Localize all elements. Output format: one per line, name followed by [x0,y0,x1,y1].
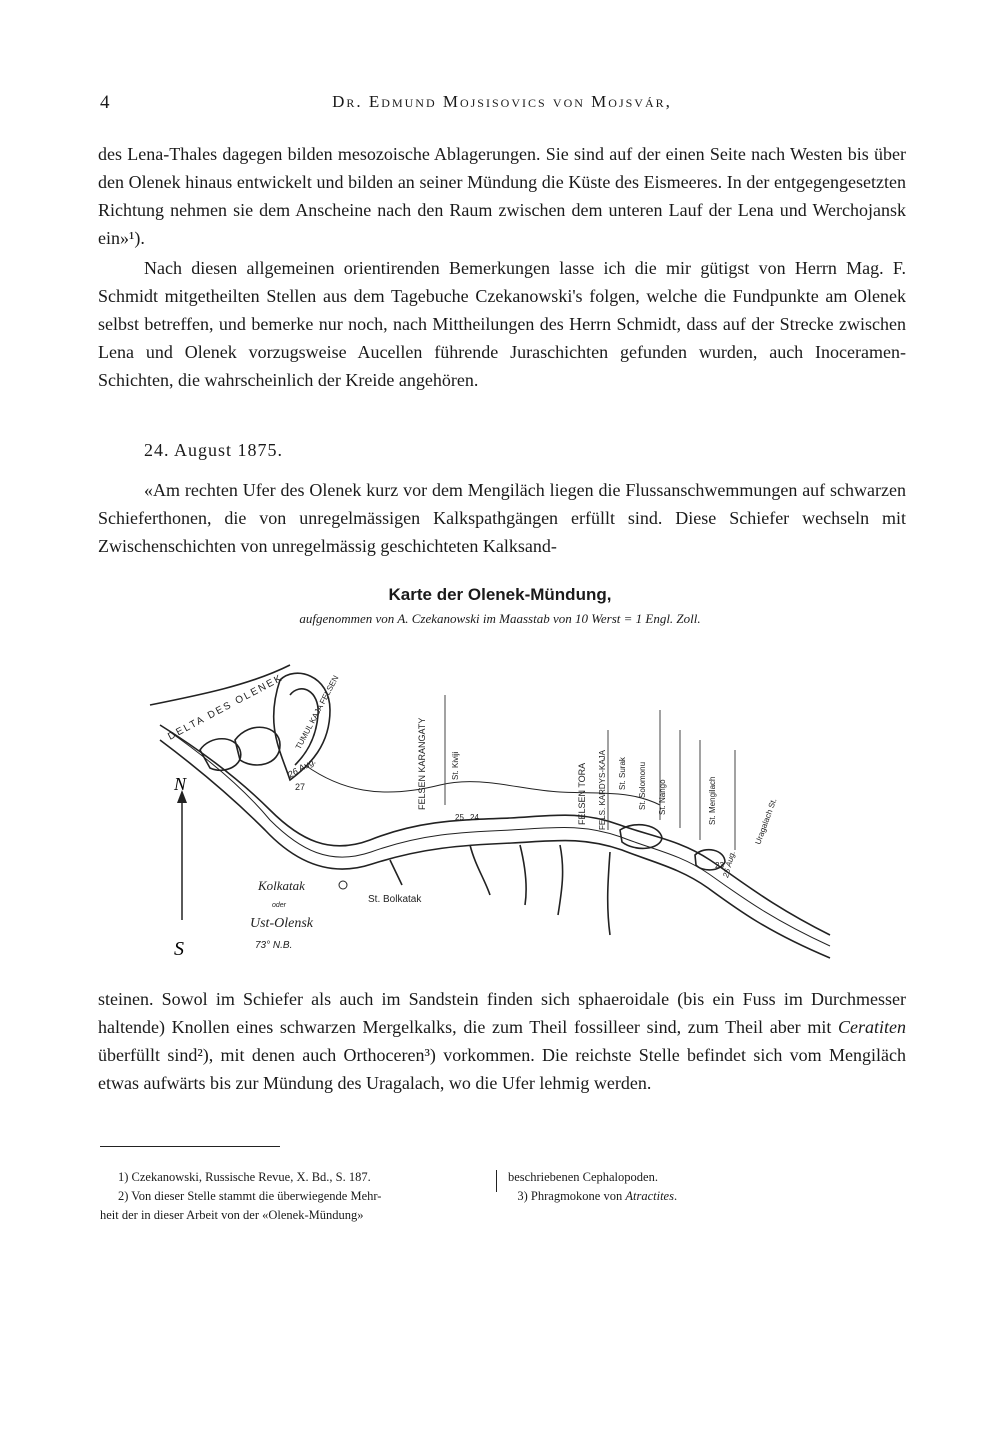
label-date-24: 24 [470,813,479,822]
tributary-1 [470,845,490,895]
tributary-4 [608,852,610,935]
label-felsen-tora: FELSEN TORA [577,762,587,825]
page-header [98,92,906,118]
map-title: Karte der Olenek-Mündung, [388,585,612,604]
paragraph-4 [98,985,906,1097]
label-tumul: TUMUL KAJA FELSEN [293,673,341,751]
footnote-2-end: beschriebenen Cephalopoden. [508,1170,658,1184]
label-aug26: 26 Aug. [286,755,318,780]
label-st-kiviji: St. Kiviji [451,751,460,780]
label-st-nango: St. Nango [658,779,667,815]
paragraph-1: des Lena-Thales dagegen bilden mesozoische Ablagerungen. Sie sind auf der einen Seite nach Westen bis über den Olenek hinaus entwickelt und bilden an seiner Mündung die Küste des Eismeeres. In der entgegengesetzten Richtung nehmen sie dem Anscheine nach den Raum zwischen dem unteren Lauf der Lena und Werchojansk ein»¹). [98,144,906,248]
label-date-23: 23 [715,861,724,870]
label-st-bolkatak: St. Bolkatak [368,894,422,905]
map-subtitle: aufgenommen von A. Czekanowski im Maasstab von 10 Werst = 1 Engl. Zoll. [299,611,701,626]
compass-south: S [174,938,184,960]
river-channel-mid [170,732,830,946]
tributary-3 [558,845,563,915]
tributary-bolkatak [390,860,402,885]
label-aug27: 27 [295,782,306,792]
label-kolkatak: Kolkatak [258,878,305,893]
diary-date: 24. August 1875. [144,440,284,460]
running-title: Dr. Edmund Mojsisovics von Mojsvár, [332,92,672,111]
label-ust-olensk: Ust-Olensk [250,916,313,931]
footnotes-left [100,1168,496,1225]
paragraph-2: Nach diesen allgemeinen orientirenden Bemerkungen lasse ich die mir gütigst von Herrn Mag. F. Schmidt mitgetheilten Stellen aus dem Tagebuche Czekanowski's folgen, welche die Fundpunkte am Olenek selbst betreffen, und bemerke nur noch, nach Mittheilungen des Herrn Schmidt, dass auf der Strecke zwischen Lena und Olenek vorzugsweise Aucellen führende Juraschichten gefunden wurden, auch Inoceramen-Schichten, die wahrscheinlich der Kreide angehören. [98,258,906,390]
footnote-column-divider [496,1170,497,1192]
label-uragalach: Uragalach St. [753,797,779,846]
label-st-mengilach: St. Mengilach [708,776,717,825]
footnote-3 [508,1187,808,1206]
compass-north: N [174,774,187,794]
footnote-3-text: 3) Phragmokone von [517,1189,626,1203]
paragraph-4-end: überfüllt sind²), mit denen auch Orthoceren³) vorkommen. Die reichste Stelle befindet sich vom Mengiläch etwas aufwärts bis zur Mündung des Uragalach, wo die Ufer lehmig werden. [98,1045,906,1093]
delta-island-1 [200,739,241,771]
ceratiten-term: Ceratiten [838,1017,906,1037]
paragraph-4-start: steinen. Sowol im Schiefer als auch im Sandstein finden sich sphaeroidale (bis ein Fuss im Durchmesser haltende) Knollen eines schwarzen Mergelkalks, die zum Theil fossilleer sind, zum Theil aber mit [98,989,906,1037]
footnote-3-genus: Atractites [625,1189,674,1203]
footnote-1: 1) Czekanowski, Russische Revue, X. Bd., S. 187. [118,1170,371,1184]
label-delta: DELTA DES OLENEK [166,672,286,743]
page-number: 4 [100,92,110,113]
label-latitude: 73° N.B. [255,940,293,951]
delta-island-2 [235,727,280,765]
footnote-rule [100,1146,280,1147]
label-st-solomonu: St. Solomonu [638,761,647,810]
label-aug25: 25 Aug. [721,849,737,879]
tributary-2 [520,845,526,905]
label-karangaty: FELSEN KARANGATY [417,717,427,810]
label-kardys-kaja: FELS. KARDYS-KAJA [598,749,607,830]
footnotes-right [508,1168,808,1206]
label-oder: oder [272,902,287,909]
label-st-surak: St. Surak [618,757,627,790]
label-date-25: 25 [455,813,464,822]
footnote-2-continued: heit der in dieser Arbeit von der «Olenek-Mündung» [100,1208,364,1222]
compass [173,774,187,960]
footnote-2: 2) Von dieser Stelle stammt die überwiegende Mehr- [118,1189,382,1203]
paragraph-3: «Am rechten Ufer des Olenek kurz vor dem Mengiläch liegen die Flussanschwemmungen auf schwarzen Schieferthonen, die von unregelmässigen Kalkspathgängen erfüllt sind. Diese Schiefer wechseln mit Zwischenschichten von unregelmässig geschichteten Kalksand- [98,480,906,556]
footnote-3-end: . [673,1189,678,1203]
olenek-delta-map [140,640,840,970]
